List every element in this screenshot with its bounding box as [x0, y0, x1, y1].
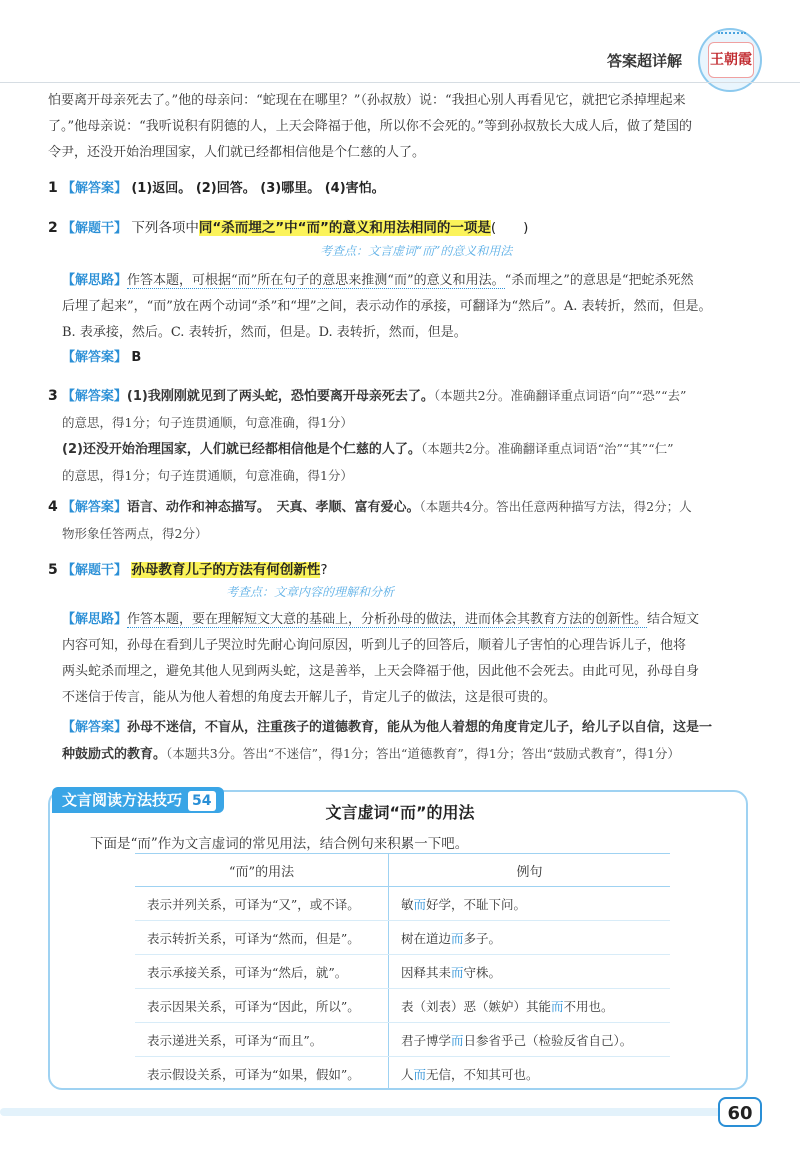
table-row — [135, 1023, 670, 1057]
er-character: 而 — [451, 930, 464, 946]
reasoning-key-sentence: 作答本题，要在理解短文大意的基础上，分析孙母的做法，进而体会其教育方法的创新性。 — [127, 612, 648, 627]
exam-point-note: 考查点：文章内容的理解和分析 — [226, 585, 395, 599]
reasoning-line: 后埋了起来”，“而”放在两个动词“杀”和“埋”之间，表示动作的承接，可翻译为“然后”。A. 表转折，然而，但是。 — [62, 299, 712, 314]
answer-tag: 【解答案】 — [61, 389, 127, 404]
er-character: 而 — [451, 1032, 464, 1048]
table-row — [135, 955, 670, 989]
question-5-stem — [48, 558, 758, 583]
example-cell: 树在道边而多子。 — [389, 921, 671, 955]
answer-text: 孙母不迷信，不盲从，注重孩子的道德教育，能从为他人着想的角度肯定儿子，给儿子以自信，这是一 — [127, 720, 713, 735]
scoring-note: 物形象任答两点，得2分） — [62, 526, 208, 541]
reasoning-text: “杀而埋之”的意思是“把蛇杀死然 — [504, 273, 694, 288]
stem-mark: ? — [320, 562, 328, 578]
scoring-note: （本题共3分。答出“不迷信”，得1分；答出“道德教育”，得1分；答出“鼓励式教育”，得1分） — [166, 746, 680, 761]
reasoning-line: B. 表承接，然后。C. 表转折，然而，但是。D. 表转折，然而，但是。 — [62, 325, 467, 340]
answer-text: B — [131, 350, 142, 365]
example-cell: 敏而好学，不耻下问。 — [389, 887, 671, 921]
usage-cell: 表示转折关系，可译为“然而，但是”。 — [135, 921, 389, 955]
question-number: 5 — [48, 562, 58, 578]
table-row — [135, 989, 670, 1023]
intro-line: 了。”他母亲说：“我听说积有阴德的人，上天会降福于他，所以你不会死的。”等到孙叔敖长大成人后，做了楚国的 — [48, 119, 692, 134]
answer-part-2: 天真、孝顺、富有爱心。 — [276, 500, 420, 515]
column-header-example: 例句 — [389, 854, 671, 887]
stem-text: 下列各项中 — [131, 220, 199, 236]
usage-table — [135, 853, 670, 1090]
example-cell: 君子博学而日参省乎己（检验反省自己）。 — [389, 1023, 671, 1057]
usage-cell: 表示承接关系，可译为“然后，就”。 — [135, 955, 389, 989]
usage-cell: 表示并列关系，可译为“又”，或不译。 — [135, 887, 389, 921]
question-number: 2 — [48, 220, 58, 236]
question-2-reasoning — [48, 268, 753, 346]
reasoning-key-sentence: 作答本题，可根据“而”所在句子的意思来推测“而”的意义和用法。 — [127, 273, 505, 288]
example-cell: 因释其耒而守株。 — [389, 955, 671, 989]
answer-tag: 【解答案】 — [62, 350, 128, 365]
stem-blank: ( ) — [490, 220, 529, 236]
intro-line: 怕要离开母亲死去了。”他的母亲问：“蛇现在在哪里？”（孙叔敖）说：“我担心别人再看见它，就把它杀掉埋起来 — [48, 93, 686, 108]
logo-text: 王朝霞 — [708, 42, 754, 78]
scoring-note: 的意思，得1分；句子连贯通顺，句意准确，得1分） — [62, 468, 353, 483]
stem-highlight: 同“杀而埋之”中“而”的意义和用法相同的一项是 — [198, 220, 491, 236]
question-5-answer — [48, 715, 753, 768]
scoring-note: （本题共2分。准确翻译重点词语“治”“其”“仁” — [420, 441, 674, 456]
question-3 — [48, 383, 753, 489]
er-character: 而 — [451, 964, 464, 980]
column-header-usage: “而”的用法 — [135, 854, 389, 887]
er-character: 而 — [551, 998, 564, 1014]
er-character: 而 — [413, 1066, 427, 1082]
reasoning-text: 结合短文 — [647, 612, 700, 627]
table-row — [135, 1057, 670, 1091]
stem-tag: 【解题干】 — [62, 563, 128, 578]
reasoning-line: 两头蛇杀而埋之，避免其他人见到两头蛇，这是善举，上天会降福于他，因此他不会死去。由此可见，孙母自身 — [62, 664, 700, 679]
reasoning-tag: 【解思路】 — [62, 273, 128, 288]
answer-text: (1)返回。 (2)回答。 (3)哪里。 (4)害怕。 — [131, 181, 385, 196]
table-row — [135, 921, 670, 955]
usage-cell: 表示假设关系，可译为“如果，假如”。 — [135, 1057, 389, 1091]
scoring-note: （本题共2分。准确翻译重点词语“向”“恐”“去” — [433, 388, 687, 403]
logo-decoration — [718, 32, 746, 40]
exam-point-note: 考查点：文言虚词“而”的意义和用法 — [320, 244, 513, 258]
reasoning-tag: 【解思路】 — [62, 612, 128, 627]
question-2-stem — [48, 216, 758, 241]
reasoning-line: 不迷信于传言，能从为他人着想的角度去开解儿子，肯定儿子的做法，这是很可贵的。 — [62, 690, 557, 705]
answer-tag: 【解答案】 — [62, 720, 128, 735]
intro-line: 令尹，还没开始治理国家，人们就已经都相信他是个仁慈的人了。 — [48, 145, 426, 160]
question-number: 1 — [48, 180, 58, 196]
example-cell: 人而无信，不知其可也。 — [401, 1066, 539, 1082]
usage-cell: 表示递进关系，可译为“而且”。 — [135, 1023, 389, 1057]
question-1 — [48, 176, 758, 201]
question-4 — [48, 494, 753, 547]
answer-tag: 【解答案】 — [61, 500, 127, 515]
answer-part-1: 语言、动作和神态描写。 — [126, 500, 264, 515]
scoring-note: 的意思，得1分；句子连贯通顺，句意准确，得1分） — [62, 415, 353, 430]
er-character: 而 — [413, 896, 427, 912]
table-header-row — [135, 854, 670, 887]
header-divider — [0, 82, 800, 83]
tips-box-intro: 下面是“而”作为文言虚词的常见用法，结合例句来积累一下吧。 — [90, 836, 469, 852]
reasoning-line: 内容可知，孙母在看到儿子哭泣时先耐心询问原因，听到儿子的回答后，顺着儿子害怕的心理告诉儿子，他将 — [62, 638, 687, 653]
answer-tag: 【解答案】 — [62, 181, 128, 196]
answer-sentence-2: (2)还没开始治理国家，人们就已经都相信他是个仁慈的人了。 — [62, 442, 421, 457]
header-title: 答案超详解 — [606, 52, 682, 70]
stem-tag: 【解题干】 — [62, 221, 128, 236]
usage-cell: 表示因果关系，可译为“因此，所以”。 — [135, 989, 389, 1023]
tips-box-title: 文言虚词“而”的用法 — [325, 803, 475, 822]
footer-decoration — [0, 1108, 740, 1116]
tips-box-label: 文言阅读方法技巧 — [62, 791, 183, 809]
question-5-reasoning — [48, 607, 753, 711]
answer-sentence-1: (1)我刚刚就见到了两头蛇，恐怕要离开母亲死去了。 — [126, 389, 434, 404]
intro-paragraph — [48, 88, 753, 166]
question-2-answer — [48, 345, 772, 370]
question-number: 4 — [48, 499, 58, 515]
scoring-note: （本题共4分。答出任意两种描写方法，得2分；人 — [419, 499, 692, 514]
question-number: 3 — [48, 388, 58, 404]
answer-text: 种鼓励式的教育。 — [62, 747, 167, 762]
example-cell: 表（刘表）恶（嫉妒）其能而不用也。 — [389, 989, 671, 1023]
tips-box-number: 54 — [188, 791, 215, 811]
table-row — [135, 887, 670, 921]
stem-highlight: 孙母教育儿子的方法有何创新性 — [131, 562, 321, 578]
page-number: 60 — [718, 1097, 762, 1127]
